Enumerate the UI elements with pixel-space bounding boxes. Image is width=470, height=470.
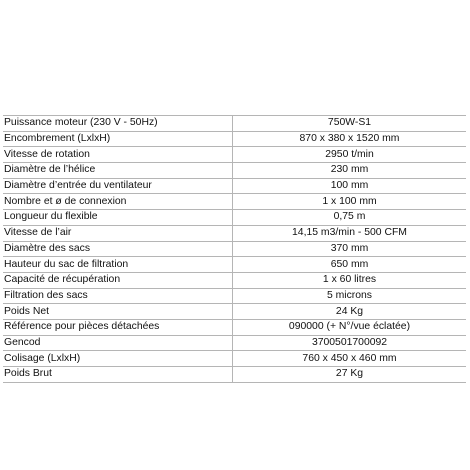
specifications-table — [3, 115, 466, 383]
spec-value: 230 mm — [233, 163, 467, 179]
spec-value: 14,15 m3/min - 500 CFM — [233, 225, 467, 241]
spec-label: Référence pour pièces détachées — [3, 319, 233, 335]
spec-value: 27 Kg — [233, 367, 467, 383]
spec-label: Filtration des sacs — [3, 288, 233, 304]
spec-value: 870 x 380 x 1520 mm — [233, 131, 467, 147]
table-row — [3, 351, 466, 367]
spec-value: 100 mm — [233, 178, 467, 194]
table-row — [3, 225, 466, 241]
spec-value: 2950 t/min — [233, 147, 467, 163]
spec-label: Puissance moteur (230 V - 50Hz) — [3, 116, 233, 132]
table-row — [3, 241, 466, 257]
spec-value: 1 x 60 litres — [233, 272, 467, 288]
table-row — [3, 131, 466, 147]
spec-value: 090000 (+ N°/vue éclatée) — [233, 319, 467, 335]
spec-value: 24 Kg — [233, 304, 467, 320]
spec-label: Gencod — [3, 335, 233, 351]
spec-label: Poids Brut — [3, 367, 233, 383]
spec-label: Vitesse de l’air — [3, 225, 233, 241]
spec-value: 1 x 100 mm — [233, 194, 467, 210]
spec-value: 5 microns — [233, 288, 467, 304]
table-row — [3, 272, 466, 288]
table-row — [3, 194, 466, 210]
table-row — [3, 178, 466, 194]
spec-value: 370 mm — [233, 241, 467, 257]
table-row — [3, 288, 466, 304]
table-row — [3, 147, 466, 163]
spec-label: Vitesse de rotation — [3, 147, 233, 163]
spec-label: Longueur du flexible — [3, 210, 233, 226]
table-row — [3, 319, 466, 335]
spec-label: Colisage (LxlxH) — [3, 351, 233, 367]
table-row — [3, 304, 466, 320]
spec-value: 750W-S1 — [233, 116, 467, 132]
spec-label: Diamètre des sacs — [3, 241, 233, 257]
spec-label: Encombrement (LxlxH) — [3, 131, 233, 147]
table-row — [3, 210, 466, 226]
spec-label: Hauteur du sac de filtration — [3, 257, 233, 273]
table-row — [3, 116, 466, 132]
spec-label: Nombre et ø de connexion — [3, 194, 233, 210]
spec-label: Poids Net — [3, 304, 233, 320]
spec-label: Capacité de récupération — [3, 272, 233, 288]
table-row — [3, 367, 466, 383]
spec-value: 650 mm — [233, 257, 467, 273]
table-row — [3, 257, 466, 273]
spec-label: Diamètre d’entrée du ventilateur — [3, 178, 233, 194]
table-row — [3, 335, 466, 351]
spec-label: Diamètre de l’hélice — [3, 163, 233, 179]
spec-value: 3700501700092 — [233, 335, 467, 351]
spec-value: 760 x 450 x 460 mm — [233, 351, 467, 367]
spec-value: 0,75 m — [233, 210, 467, 226]
table-row — [3, 163, 466, 179]
